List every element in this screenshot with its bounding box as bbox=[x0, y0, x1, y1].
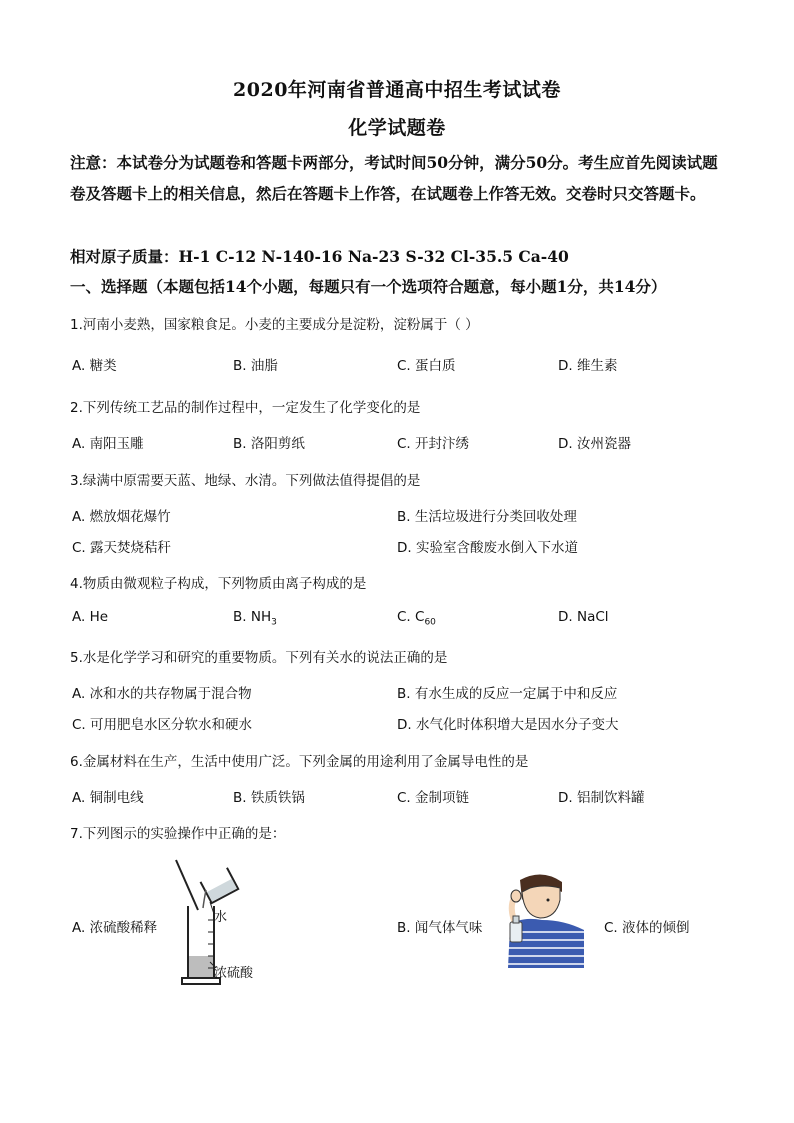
q4-option-d: D. NaCl bbox=[558, 609, 609, 625]
q4-option-c-text: C. C bbox=[397, 609, 425, 625]
q4-option-b-subscript: 3 bbox=[271, 617, 277, 628]
question-3: 3.绿满中原需要天蓝、地绿、水清。下列做法值得提倡的是 bbox=[70, 473, 421, 489]
question-6: 6.金属材料在生产，生活中使用广泛。下列金属的用途利用了金属导电性的是 bbox=[70, 754, 529, 770]
exam-subtitle: 化学试题卷 bbox=[348, 117, 446, 139]
q3-option-a: A. 燃放烟花爆竹 bbox=[72, 509, 171, 525]
q5-option-b: B. 有水生成的反应一定属于中和反应 bbox=[397, 686, 618, 702]
q4-option-b-text: B. NH bbox=[233, 609, 272, 625]
smelling-gas-figure bbox=[500, 870, 588, 968]
q2-option-c: C. 开封汴绣 bbox=[397, 436, 470, 452]
question-7: 7.下列图示的实验操作中正确的是： bbox=[70, 826, 286, 842]
exam-title: 2020年河南省普通高中招生考试试卷 bbox=[233, 79, 561, 101]
q7-option-a: A. 浓硫酸稀释 bbox=[72, 920, 158, 936]
q4-option-c bbox=[397, 609, 436, 628]
q2-option-d: D. 汝州瓷器 bbox=[558, 436, 631, 452]
question-5: 5.水是化学学习和研究的重要物质。下列有关水的说法正确的是 bbox=[70, 650, 448, 666]
section-heading: 一、选择题（本题包括14个小题，每题只有一个选项符合题意，每小题1分，共14分） bbox=[70, 277, 667, 296]
q6-option-b: B. 铁质铁锅 bbox=[233, 790, 305, 806]
q3-option-d: D. 实验室含酸废水倒入下水道 bbox=[397, 540, 578, 556]
question-1: 1.河南小麦熟，国家粮食足。小麦的主要成分是淀粉，淀粉属于（ ） bbox=[70, 317, 479, 333]
q6-option-d: D. 铝制饮料罐 bbox=[558, 790, 645, 806]
water-label: 水 bbox=[214, 910, 228, 925]
acid-label: 浓硫酸 bbox=[214, 966, 254, 981]
question-2: 2.下列传统工艺品的制作过程中，一定发生了化学变化的是 bbox=[70, 400, 421, 416]
q2-option-a: A. 南阳玉雕 bbox=[72, 436, 144, 452]
q1-option-a: A. 糖类 bbox=[72, 358, 117, 374]
atomic-masses: 相对原子质量：H-1 C-12 N-140-16 Na-23 S-32 Cl-35.5 Ca-40 bbox=[70, 247, 569, 266]
q1-option-c: C. 蛋白质 bbox=[397, 358, 456, 374]
q5-option-d: D. 水气化时体积增大是因水分子变大 bbox=[397, 717, 619, 733]
q3-option-b: B. 生活垃圾进行分类回收处理 bbox=[397, 509, 577, 525]
q7-option-b: B. 闻气体气味 bbox=[397, 920, 483, 936]
q4-option-b bbox=[233, 609, 277, 628]
q7-option-c: C. 液体的倾倒 bbox=[604, 920, 690, 936]
question-4: 4.物质由微观粒子构成，下列物质由离子构成的是 bbox=[70, 576, 367, 592]
q5-option-c: C. 可用肥皂水区分软水和硬水 bbox=[72, 717, 253, 733]
q6-option-c: C. 金制项链 bbox=[397, 790, 470, 806]
notice-text: 注意：本试卷分为试题卷和答题卡两部分，考试时间50分钟，满分50分。考生应首先阅读试题卷及答题卡上的相关信息，然后在答题卡上作答，在试题卷上作答无效。交卷时只交答题卡。 bbox=[70, 153, 718, 203]
q2-option-b: B. 洛阳剪纸 bbox=[233, 436, 305, 452]
q1-option-b: B. 油脂 bbox=[233, 358, 278, 374]
q6-option-a: A. 铜制电线 bbox=[72, 790, 144, 806]
q5-option-a: A. 冰和水的共存物属于混合物 bbox=[72, 686, 252, 702]
q4-option-c-subscript: 60 bbox=[424, 617, 436, 628]
q3-option-c: C. 露天焚烧秸秆 bbox=[72, 540, 172, 556]
q1-option-d: D. 维生素 bbox=[558, 358, 618, 374]
q4-option-a: A. He bbox=[72, 609, 109, 625]
